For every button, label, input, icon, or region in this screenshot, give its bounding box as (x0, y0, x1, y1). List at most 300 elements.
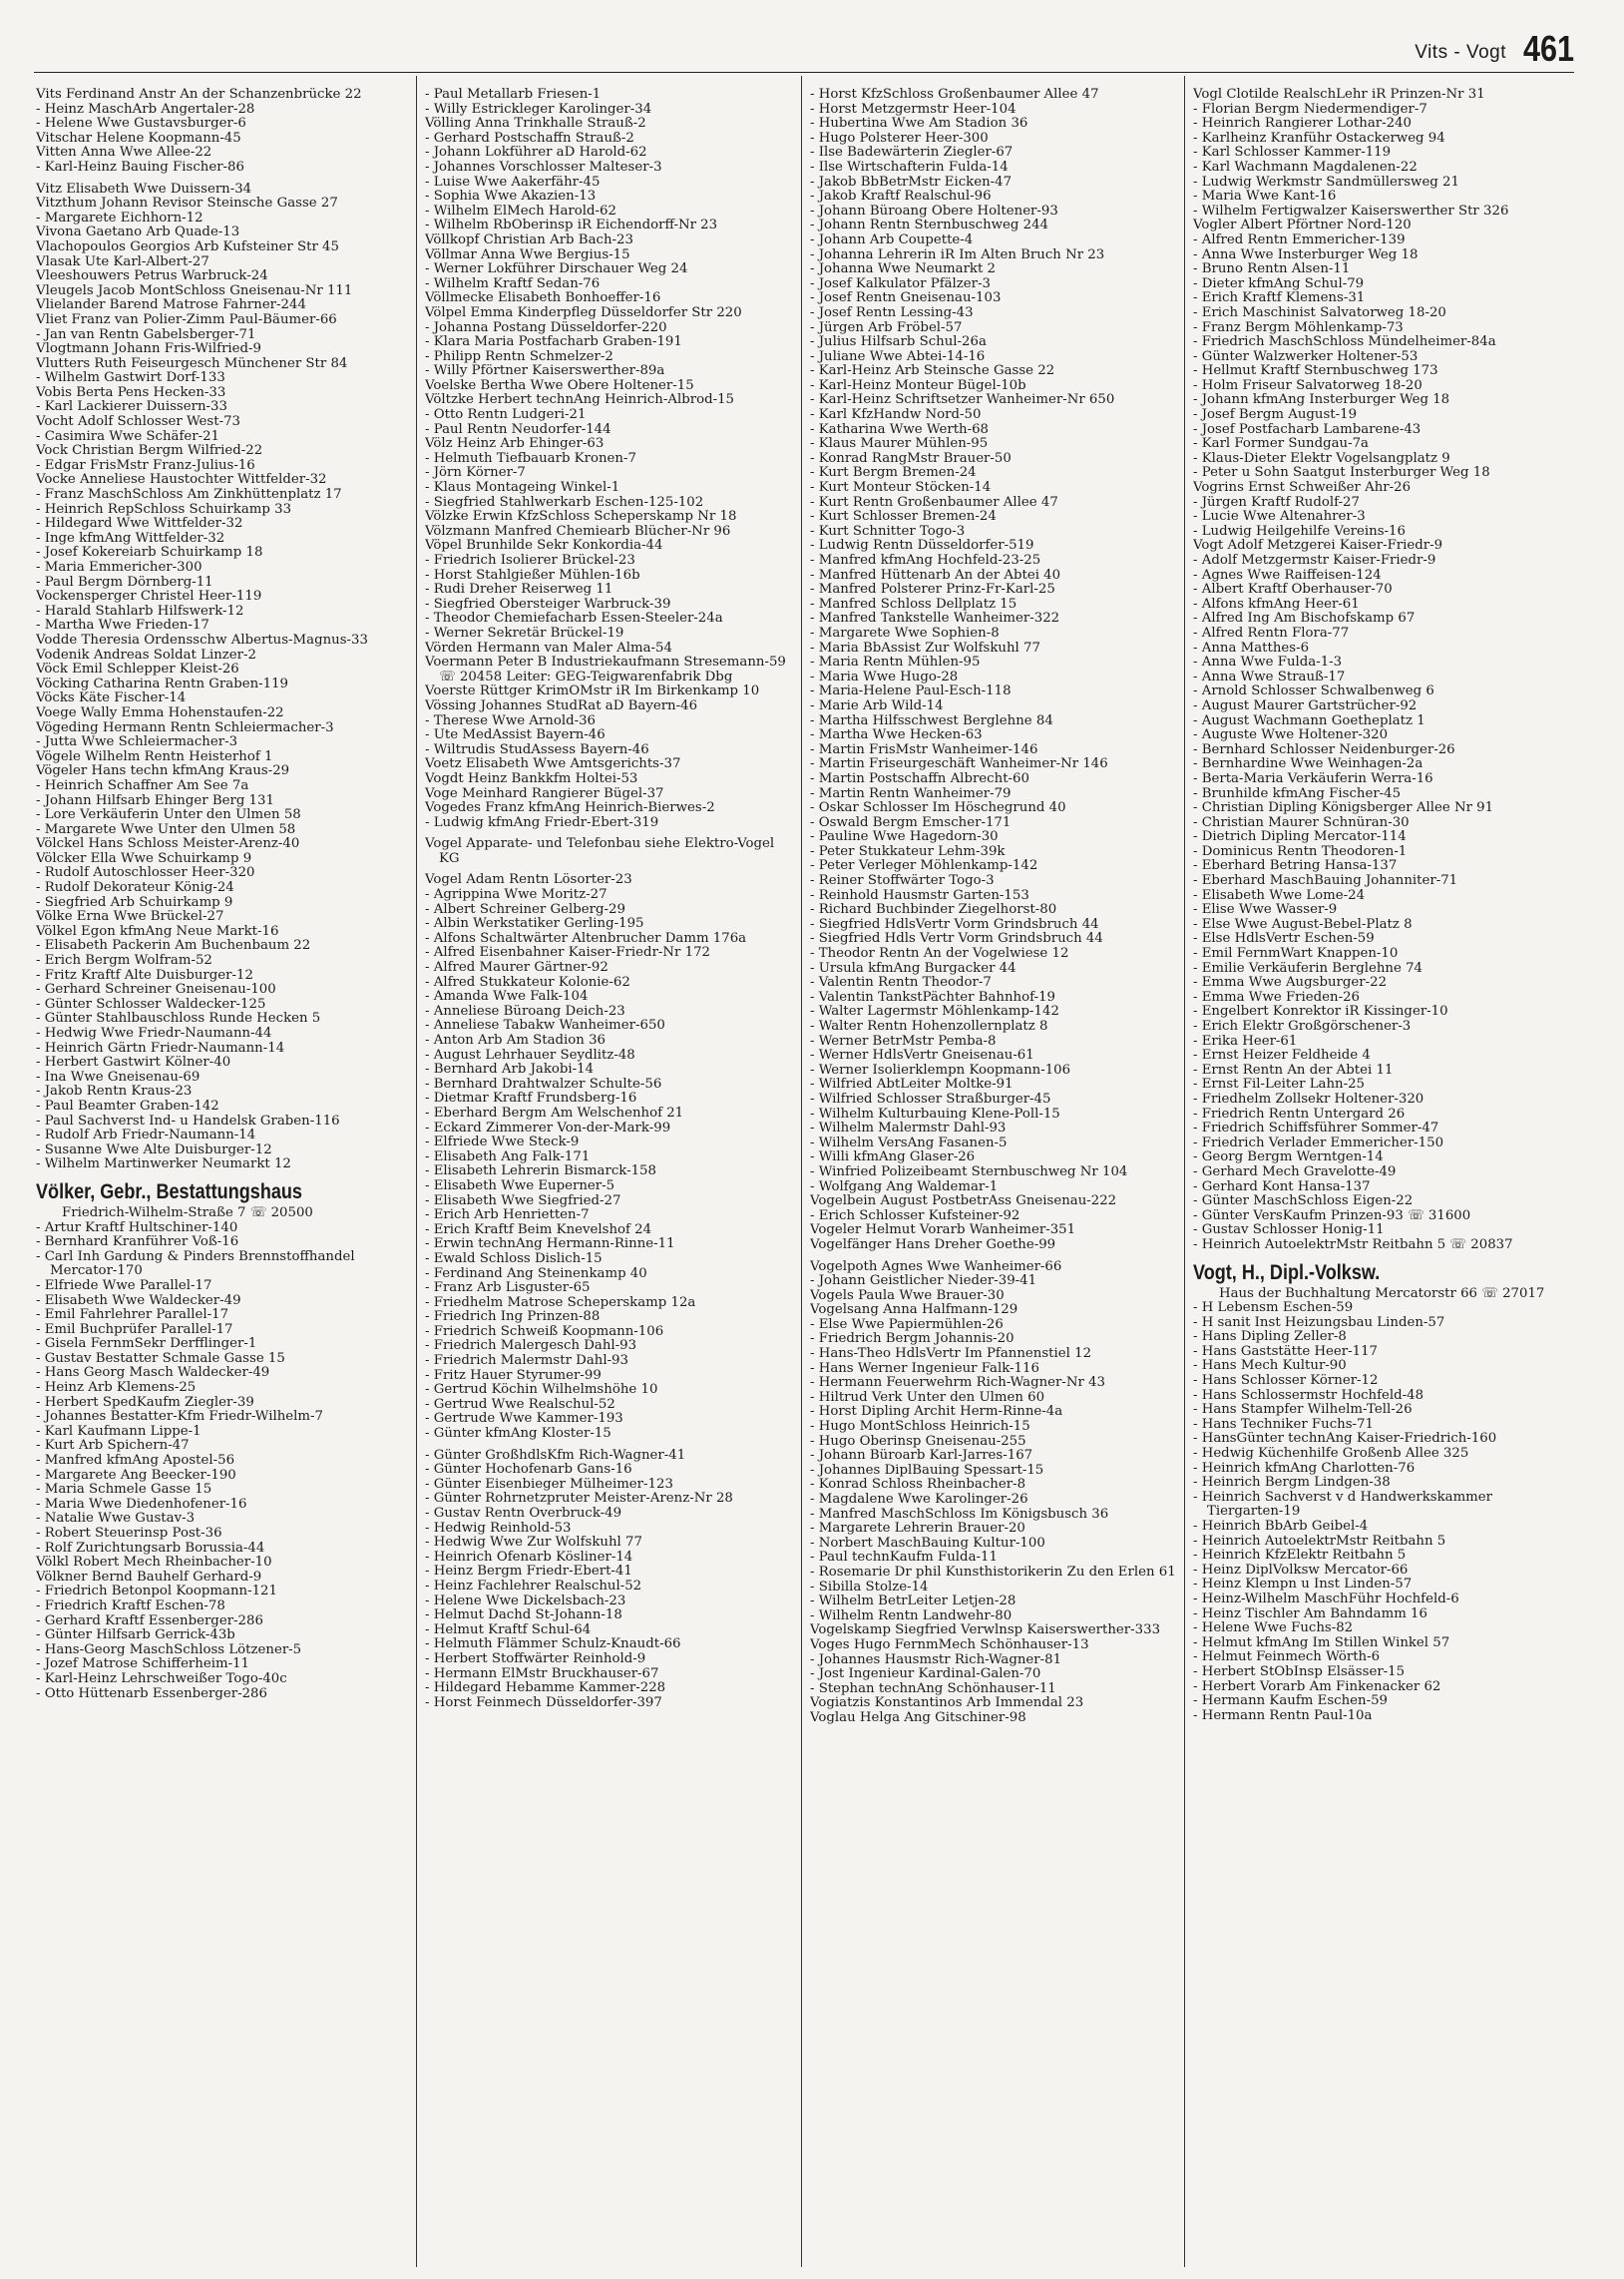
directory-entry: - Jakob BbBetrMstr Eicken-47 (810, 174, 1013, 190)
directory-entry: - Bernhard Kranführer Voß-16 (36, 1234, 239, 1250)
directory-entry: - Else HdlsVertr Eschen-59 (1193, 931, 1375, 947)
directory-entry: - Rolf Zurichtungsarb Borussia-44 (36, 1540, 265, 1556)
directory-entry: - Fritz Kraftf Alte Duisburger-12 (36, 967, 253, 983)
directory-entry: - Peter u Sohn Saatgut Insterburger Weg 18 (1193, 465, 1490, 481)
directory-entry: - Hans Schlosser Körner-12 (1193, 1373, 1379, 1389)
directory-entry: - Maria Schmele Gasse 15 (36, 1482, 212, 1498)
directory-entry: - Gerhard Schreiner Gneisenau-100 (36, 982, 276, 998)
directory-entry: - Elisabeth Wwe Waldecker-49 (36, 1292, 241, 1308)
directory-entry: - Florian Bergm Niedermendiger-7 (1193, 101, 1427, 117)
directory-entry: Vöck Emil Schlepper Kleist-26 (36, 662, 239, 678)
directory-entry: - Albert Schreiner Gelberg-29 (425, 901, 625, 917)
directory-entry: - Rosemarie Dr phil Kunsthistorikerin Zu den Erlen 61 (810, 1564, 1176, 1580)
directory-entry: - Martha Wwe Hecken-63 (810, 727, 983, 743)
directory-entry: - Eberhard Bergm Am Welschenhof 21 (425, 1105, 684, 1121)
directory-entry: - Jost Ingenieur Kardinal-Galen-70 (810, 1666, 1041, 1682)
directory-entry: - Heinrich KfzElektr Reitbahn 5 (1193, 1548, 1407, 1564)
directory-entry: - Hugo Polsterer Heer-300 (810, 130, 989, 146)
directory-entry: - Horst Dipling Archit Herm-Rinne-4a (810, 1404, 1063, 1420)
directory-entry: - Konrad Schloss Rheinbacher-8 (810, 1477, 1026, 1493)
directory-entry: - Peter Stukkateur Lehm-39k (810, 843, 1006, 859)
directory-entry: - Emil Buchprüfer Parallel-17 (36, 1321, 233, 1337)
directory-entry: - Günter GroßhdlsKfm Rich-Wagner-41 (425, 1447, 686, 1463)
directory-entry: - Günter Walzwerker Holtener-53 (1193, 348, 1419, 364)
directory-entry: - Eckard Zimmerer Von-der-Mark-99 (425, 1120, 671, 1136)
directory-entry: - Hans Gaststätte Heer-117 (1193, 1343, 1379, 1359)
directory-entry: - Adolf Metzgermstr Kaiser-Friedr-9 (1193, 553, 1436, 568)
directory-entry: - Ludwig kfmAng Friedr-Ebert-319 (425, 814, 659, 830)
directory-entry: Völzke Erwin KfzSchloss Scheperskamp Nr 18 (425, 509, 737, 525)
directory-entry: - Maria Rentn Mühlen-95 (810, 655, 981, 671)
directory-entry: - Siegfried Arb Schuirkamp 9 (36, 894, 233, 910)
directory-entry: Vogelskamp Siegfried Verwlnsp Kaiserswerther-333 (810, 1622, 1161, 1638)
directory-entry: - Emil FernmWart Knappen-10 (1193, 946, 1399, 962)
directory-entry: - Valentin Rentn Theodor-7 (810, 975, 992, 991)
directory-entry: - Karl Kaufmann Lippe-1 (36, 1423, 202, 1439)
directory-entry: - Friedrich Kraftf Eschen-78 (36, 1597, 225, 1613)
directory-entry: - Wiltrudis StudAssess Bayern-46 (425, 741, 649, 757)
directory-entry: Voetz Elisabeth Wwe Amtsgerichts-37 (425, 756, 681, 772)
directory-entry: - Anna Wwe Fulda-1-3 (1193, 655, 1343, 671)
directory-entry: Vodenik Andreas Soldat Linzer-2 (36, 647, 256, 663)
directory-entry: Vogels Paula Wwe Brauer-30 (810, 1287, 1005, 1303)
directory-entry: - Heinrich AutoelektrMstr Reitbahn 5 ☏ 20837 (1193, 1236, 1513, 1252)
directory-entry: - Katharina Wwe Werth-68 (810, 421, 990, 437)
directory-entry: - H sanit Inst Heizungsbau Linden-57 (1193, 1314, 1445, 1330)
directory-entry: - Elisabeth Wwe Siegfried-27 (425, 1192, 621, 1208)
directory-entry: - Erich Kraftf Klemens-31 (1193, 290, 1366, 306)
directory-entry: - Jan van Rentn Gabelsberger-71 (36, 326, 256, 342)
directory-entry: Voermann Peter B Industriekaufmann Stresemann-59 ☏ 20458 Leiter: GEG-Teigwarenfabrik Dbg (425, 655, 786, 684)
directory-entry: - Heinz-Wilhelm MaschFühr Hochfeld-6 (1193, 1591, 1459, 1606)
directory-entry: - Hiltrud Verk Unter den Ulmen 60 (810, 1389, 1045, 1405)
directory-entry: - Lucie Wwe Altenahrer-3 (1193, 509, 1366, 525)
directory-entry: - Wilhelm Martinwerker Neumarkt 12 (36, 1156, 291, 1172)
directory-entry: - Konrad RangMstr Brauer-50 (810, 450, 1012, 466)
directory-entry: - Philipp Rentn Schmelzer-2 (425, 348, 613, 364)
directory-entry: - Herbert Gastwirt Kölner-40 (36, 1055, 231, 1071)
directory-entry: - Franz Arb Lisguster-65 (425, 1280, 591, 1296)
directory-entry: Völkel Egon kfmAng Neue Markt-16 (36, 923, 279, 939)
directory-entry: - Harald Stahlarb Hilfswerk-12 (36, 603, 244, 619)
directory-entry: Voglau Helga Ang Gitschiner-98 (810, 1709, 1026, 1725)
directory-entry: - Alfred Maurer Gärtner-92 (425, 960, 609, 976)
directory-entry: - Werner Isolierklempn Koopmann-106 (810, 1062, 1071, 1078)
directory-entry: - Klara Maria Postfacharb Graben-191 (425, 334, 682, 350)
directory-entry: Vogdt Heinz Bankkfm Holtei-53 (425, 770, 638, 786)
directory-entry: - Elisabeth Packerin Am Buchenbaum 22 (36, 938, 311, 954)
directory-entry: Vodde Theresia Ordensschw Albertus-Magnus-33 (36, 632, 368, 648)
directory-entry: - Klaus Montageing Winkel-1 (425, 480, 620, 496)
directory-entry: - Amanda Wwe Falk-104 (425, 989, 589, 1005)
directory-entry: - Werner HdlsVertr Gneisenau-61 (810, 1048, 1034, 1064)
directory-entry: Voerste Rüttger KrimOMstr iR Im Birkenkamp 10 (425, 684, 760, 699)
directory-entry: - Josef Rentn Lessing-43 (810, 304, 974, 320)
directory-entry: - HansGünter technAng Kaiser-Friedrich-160 (1193, 1431, 1497, 1447)
directory-entry: - Ernst Rentn An der Abtei 11 (1193, 1062, 1394, 1078)
directory-entry: - Hermann Feuerwehrm Rich-Wagner-Nr 43 (810, 1375, 1106, 1391)
directory-entry: - Friedrich Verlader Emmericher-150 (1193, 1135, 1444, 1150)
directory-entry: - Kurt Rentn Großenbaumer Allee 47 (810, 494, 1058, 510)
directory-entry: - Bruno Rentn Alsen-11 (1193, 261, 1351, 277)
directory-entry: - Sibilla Stolze-14 (810, 1579, 929, 1595)
directory-entry: - Johanna Wwe Neumarkt 2 (810, 261, 997, 277)
directory-entry: - Günter Hilfsarb Gerrick-43b (36, 1627, 235, 1643)
directory-entry: - Josef Kokereiarb Schuirkamp 18 (36, 545, 263, 561)
directory-entry: - Friedrich Rentn Untergard 26 (1193, 1106, 1406, 1122)
directory-entry: - Paul Beamter Graben-142 (36, 1098, 219, 1114)
directory-entry: - Johann Geistlicher Nieder-39-41 (810, 1273, 1037, 1289)
directory-entry: - Wilhelm Kulturbauing Klene-Poll-15 (810, 1106, 1060, 1122)
directory-entry: - Helmut Dachd St-Johann-18 (425, 1607, 622, 1623)
directory-entry: - Fritz Hauer Styrumer-99 (425, 1367, 602, 1383)
directory-entry: - Rudi Dreher Reiserweg 11 (425, 582, 613, 598)
directory-entry: - Rudolf Arb Friedr-Naumann-14 (36, 1128, 256, 1143)
directory-entry: - Paul Sachverst Ind- u Handelsk Graben-116 (36, 1113, 340, 1129)
directory-entry: - Margarete Lehrerin Brauer-20 (810, 1521, 1025, 1537)
directory-entry: Völpel Emma Kinderpfleg Düsseldorfer Str 220 (425, 304, 742, 320)
directory-entry: - Ute MedAssist Bayern-46 (425, 727, 606, 743)
directory-entry: - Ursula kfmAng Burgacker 44 (810, 960, 1016, 976)
directory-entry: - Johannes Hausmstr Rich-Wagner-81 (810, 1651, 1062, 1667)
directory-entry: Vock Christian Bergm Wilfried-22 (36, 443, 263, 459)
directory-entry: - Margarete Ang Beecker-190 (36, 1467, 236, 1483)
directory-entry: Völlmecke Elisabeth Bonhoeffer-16 (425, 290, 661, 306)
directory-entry: - Karl-Heinz Lehrschweißer Togo-40c (36, 1670, 287, 1686)
directory-entry: - Heinrich Ofenarb Kösliner-14 (425, 1549, 633, 1565)
directory-entry: Vogedes Franz kfmAng Heinrich-Bierwes-2 (425, 800, 715, 816)
directory-entry: - Gerhard Kraftf Essenberger-286 (36, 1612, 263, 1628)
directory-entry: - Herbert StObInsp Elsässer-15 (1193, 1663, 1406, 1679)
directory-entry: - Ernst Fil-Leiter Lahn-25 (1193, 1077, 1366, 1093)
directory-entry: - Gustav Schlosser Honig-11 (1193, 1222, 1385, 1238)
directory-entry: - Magdalene Wwe Karolinger-26 (810, 1492, 1028, 1507)
directory-entry: - Emma Wwe Augsburger-22 (1193, 975, 1388, 991)
directory-entry: - Lore Verkäuferin Unter den Ulmen 58 (36, 807, 301, 823)
directory-entry: - Friedhelm Zollsekr Holtener-320 (1193, 1091, 1424, 1107)
directory-entry: Vleugels Jacob MontSchloss Gneisenau-Nr 111 (36, 282, 353, 298)
directory-entry: - Anna Wwe Insterburger Weg 18 (1193, 246, 1419, 262)
directory-entry: - Wilhelm Gastwirt Dorf-133 (36, 370, 225, 386)
directory-entry: - Karl KfzHandw Nord-50 (810, 407, 982, 423)
directory-entry: Vogiatzis Konstantinos Arb Immendal 23 (810, 1695, 1084, 1711)
directory-entry: - Siegfried Hdls Vertr Vorm Grindsbruch 44 (810, 931, 1103, 947)
directory-entry: - Theodor Chemiefacharb Essen-Steeler-24a (425, 611, 723, 627)
directory-entry: - Erich Arb Henrietten-7 (425, 1207, 590, 1223)
directory-entry: - Helmut Kraftf Schul-64 (425, 1621, 592, 1637)
directory-entry: - Friedhelm Matrose Scheperskamp 12a (425, 1294, 696, 1310)
directory-entry: - Jozef Matrose Schifferheim-11 (36, 1656, 249, 1672)
directory-entry: - Elisabeth Wwe Euperner-5 (425, 1177, 615, 1193)
directory-entry: - Jakob Rentn Kraus-23 (36, 1084, 193, 1100)
directory-entry: Vliet Franz van Polier-Zimm Paul-Bäumer-66 (36, 311, 337, 327)
directory-entry: - Agnes Wwe Raiffeisen-124 (1193, 567, 1382, 583)
directory-entry: - Hedwig Wwe Friedr-Naumann-44 (36, 1026, 272, 1041)
directory-entry: - Hildegard Wwe Wittfelder-32 (36, 516, 243, 532)
directory-entry: Völckel Hans Schloss Meister-Arenz-40 (36, 836, 300, 852)
directory-entry: - Manfred Hüttenarb An der Abtei 40 (810, 567, 1061, 583)
directory-entry: - Jakob Kraftf Realschul-96 (810, 189, 992, 205)
directory-entry: - Bernhard Arb Jakobi-14 (425, 1062, 595, 1078)
directory-entry: - Erich Schlosser Kufsteiner-92 (810, 1207, 1020, 1223)
directory-entry: - Ilse Badewärterin Ziegler-67 (810, 145, 1014, 161)
directory-entry: Vitz Elisabeth Wwe Duissern-34 (36, 181, 252, 197)
directory-entry: - Emilie Verkäuferin Berglehne 74 (1193, 960, 1423, 976)
directory-entry: - Maria Wwe Hugo-28 (810, 669, 959, 684)
directory-entry: - Kurt Bergm Bremen-24 (810, 465, 977, 481)
directory-entry: - Ludwig Werkmstr Sandmüllersweg 21 (1193, 174, 1459, 190)
directory-entry: - Maria Wwe Diedenhofener-16 (36, 1496, 247, 1512)
directory-entry: - Gertrud Wwe Realschul-52 (425, 1396, 615, 1412)
directory-entry: - Horst Stahlgießer Mühlen-16b (425, 567, 640, 583)
directory-entry: - Martin Rentn Wanheimer-79 (810, 785, 1012, 801)
directory-entry: - Heinz Fachlehrer Realschul-52 (425, 1578, 642, 1594)
directory-entry: - Heinz Bergm Friedr-Ebert-41 (425, 1564, 632, 1580)
directory-entry: - Heinrich Bergm Lindgen-38 (1193, 1475, 1391, 1491)
directory-entry: - Heinrich Gärtn Friedr-Naumann-14 (36, 1040, 285, 1056)
directory-entry: - Heinrich AutoelektrMstr Reitbahn 5 (1193, 1533, 1446, 1549)
directory-entry: - Elfriede Wwe Parallel-17 (36, 1277, 212, 1293)
directory-entry: - Heinz MaschArb Angertaler-28 (36, 101, 255, 117)
business-heading: Vogt, H., Dipl.-Volksw. (1193, 1260, 1381, 1284)
directory-entry: - Else Wwe August-Bebel-Platz 8 (1193, 916, 1413, 932)
directory-entry: Vitten Anna Wwe Allee-22 (36, 145, 212, 161)
directory-entry: - Johann Rentn Sternbuschweg 244 (810, 218, 1048, 233)
directory-entry: - Hans Mech Kultur-90 (1193, 1358, 1347, 1374)
directory-entry: - Horst Metzgermstr Heer-104 (810, 101, 1016, 117)
directory-entry: - Erich Elektr Großgörschener-3 (1193, 1019, 1412, 1034)
directory-entry: - Jutta Wwe Schleiermacher-3 (36, 734, 238, 750)
directory-entry: - Maria BbAssist Zur Wolfskuhl 77 (810, 640, 1040, 656)
directory-entry: - Heinrich Schaffner Am See 7a (36, 777, 249, 793)
directory-entry: - Ludwig Rentn Düsseldorfer-519 (810, 538, 1034, 554)
directory-entry: - Heinz DiplVolksw Mercator-66 (1193, 1562, 1409, 1578)
directory-entry: - Heinrich kfmAng Charlotten-76 (1193, 1460, 1416, 1476)
directory-entry: - Brunhilde kfmAng Fischer-45 (1193, 785, 1402, 801)
directory-entry: - Elisabeth Ang Falk-171 (425, 1148, 591, 1164)
directory-entry: - Peter Verleger Möhlenkamp-142 (810, 858, 1038, 874)
directory-entry: - August Lehrhauer Seydlitz-48 (425, 1047, 635, 1063)
directory-entry: Vockensperger Christel Heer-119 (36, 589, 262, 605)
directory-entry: Völz Heinz Arb Ehinger-63 (425, 436, 605, 452)
directory-entry: - Oswald Bergm Emscher-171 (810, 814, 1012, 830)
column-1 (36, 88, 405, 2263)
directory-entry: - Martha Wwe Frieden-17 (36, 618, 209, 634)
directory-entry: - Alfons kfmAng Heer-61 (1193, 596, 1360, 612)
running-head: Vits - Vogt (1415, 42, 1506, 63)
directory-entry: Vobis Berta Pens Hecken-33 (36, 384, 226, 400)
directory-entry: - Anneliese Büroang Deich-23 (425, 1003, 625, 1019)
directory-entry: - Helmuth Tiefbauarb Kronen-7 (425, 450, 636, 466)
directory-entry: - Edgar FrisMstr Franz-Julius-16 (36, 457, 255, 473)
directory-entry: - Margarete Eichhorn-12 (36, 210, 203, 226)
directory-entry: - Willi kfmAng Glaser-26 (810, 1149, 976, 1165)
directory-entry: - Helmut Feinmech Wörth-6 (1193, 1649, 1381, 1665)
directory-entry: - Hugo Oberinsp Gneisenau-255 (810, 1433, 1026, 1449)
directory-entry: - Casimira Wwe Schäfer-21 (36, 428, 220, 444)
directory-entry: - Gerhard Kont Hansa-137 (1193, 1178, 1371, 1194)
directory-entry: Vögele Wilhelm Rentn Heisterhof 1 (36, 748, 273, 764)
directory-entry: Vogelbein August PostbetrAss Gneisenau-222 (810, 1193, 1117, 1209)
directory-entry: - Friedrich Betonpol Koopmann-121 (36, 1584, 277, 1599)
directory-entry: Voelske Bertha Wwe Obere Holtener-15 (425, 377, 694, 393)
directory-entry: - Günter Rohrnetzpruter Meister-Arenz-Nr 28 (425, 1491, 733, 1507)
directory-entry: Vlachopoulos Georgios Arb Kufsteiner Str 45 (36, 238, 339, 254)
directory-entry: Völkner Bernd Bauhelf Gerhard-9 (36, 1569, 262, 1585)
directory-entry: - Manfred Tankstelle Wanheimer-322 (810, 611, 1060, 627)
directory-entry: - Heinz Klempn u Inst Linden-57 (1193, 1577, 1413, 1593)
directory-entry: - Rudolf Autoschlosser Heer-320 (36, 865, 255, 881)
directory-entry: Vogel Apparate- und Telefonbau siehe Elektro-Vogel KG (425, 836, 775, 866)
directory-entry: - Karl-Heinz Monteur Bügel-10b (810, 377, 1026, 393)
directory-entry: - Alfred Rentn Flora-77 (1193, 625, 1350, 641)
directory-entry: - Karl Former Sundgau-7a (1193, 436, 1369, 452)
directory-entry: - Karlheinz Kranführ Ostackerweg 94 (1193, 130, 1445, 146)
directory-entry: - Gertrude Wwe Kammer-193 (425, 1411, 623, 1427)
directory-entry: - Hans-Theo HdlsVertr Im Pfannenstiel 12 (810, 1346, 1092, 1362)
directory-entry: - Jürgen Kraftf Rudolf-27 (1193, 494, 1360, 510)
directory-entry: - Robert Steuerinsp Post-36 (36, 1526, 222, 1541)
directory-entry: - Anneliese Tabakw Wanheimer-650 (425, 1018, 665, 1034)
directory-entry: - Günter kfmAng Kloster-15 (425, 1426, 611, 1442)
directory-entry: - Dieter kfmAng Schul-79 (1193, 275, 1365, 291)
directory-entry: - Johann Lokführer aD Harold-62 (425, 145, 647, 161)
directory-entry: - Eberhard MaschBauing Johanniter-71 (1193, 873, 1458, 889)
directory-entry: - Emma Wwe Frieden-26 (1193, 989, 1361, 1005)
directory-entry: - Valentin TankstPächter Bahnhof-19 (810, 989, 1055, 1005)
page-header (34, 28, 1574, 70)
directory-entry: - Bernhardine Wwe Weinhagen-2a (1193, 756, 1423, 772)
directory-entry: - Margarete Wwe Sophien-8 (810, 625, 1000, 641)
directory-entry: Vocke Anneliese Haustochter Wittfelder-32 (36, 472, 327, 488)
directory-entry: - Alfred Eisenbahner Kaiser-Friedr-Nr 172 (425, 945, 711, 961)
directory-entry: - Wilhelm Fertigwalzer Kaiserswerther Str 326 (1193, 203, 1509, 219)
directory-entry: - Winfried Polizeibeamt Sternbuschweg Nr 104 (810, 1163, 1128, 1179)
directory-entry: - Alfons Schaltwärter Altenbrucher Damm 176a (425, 930, 747, 946)
directory-entry: - Inge kfmAng Wittfelder-32 (36, 530, 225, 546)
directory-entry: - Heinrich Sachverst v d Handwerkskammer Tiergarten-19 (1193, 1489, 1493, 1520)
directory-entry: - Günter MaschSchloss Eigen-22 (1193, 1193, 1414, 1209)
directory-entry: - Pauline Wwe Hagedorn-30 (810, 829, 999, 845)
directory-entry: - Heinz Tischler Am Bahndamm 16 (1193, 1605, 1427, 1621)
directory-entry: - Herbert SpedKaufm Ziegler-39 (36, 1394, 254, 1410)
directory-entry: Voege Wally Emma Hohenstaufen-22 (36, 704, 284, 720)
directory-entry: - Heinrich RepSchloss Schuirkamp 33 (36, 501, 292, 517)
directory-entry: - Johann Büroang Obere Holtener-93 (810, 203, 1058, 219)
directory-entry: - Karl Schlosser Kammer-119 (1193, 145, 1392, 161)
directory-entry: - Walter Lagermstr Möhlenkamp-142 (810, 1004, 1059, 1020)
directory-entry: - Martin Friseurgeschäft Wanheimer-Nr 146 (810, 756, 1108, 772)
directory-entry: - Hermann Rentn Paul-10a (1193, 1707, 1373, 1723)
directory-entry: - Günter Hochofenarb Gans-16 (425, 1462, 632, 1478)
directory-entry: - Wilhelm RbOberinsp iR Eichendorff-Nr 23 (425, 218, 718, 233)
directory-entry: - Walter Rentn Hohenzollernplatz 8 (810, 1019, 1048, 1034)
directory-entry: - Norbert MaschBauing Kultur-100 (810, 1535, 1045, 1551)
directory-entry: - Johann Hilfsarb Ehinger Berg 131 (36, 792, 274, 808)
directory-entry: - Friedrich Ing Prinzen-88 (425, 1309, 601, 1325)
directory-entry: - Jörn Körner-7 (425, 465, 526, 481)
directory-entry: Vlogtmann Johann Fris-Wilfried-9 (36, 341, 262, 357)
directory-entry: - August Wachmann Goetheplatz 1 (1193, 712, 1425, 728)
directory-entry: - Elisabeth Lehrerin Bismarck-158 (425, 1163, 656, 1179)
directory-entry: - Erich Kraftf Beim Knevelshof 24 (425, 1221, 652, 1237)
directory-entry: - Bernhard Schlosser Neidenburger-26 (1193, 741, 1455, 757)
directory-entry: - Maria Wwe Kant-16 (1193, 189, 1337, 205)
directory-entry: - Natalie Wwe Gustav-3 (36, 1511, 196, 1527)
directory-entry: - Helene Wwe Gustavsburger-6 (36, 116, 246, 132)
directory-entry: Vleeshouwers Petrus Warbruck-24 (36, 268, 268, 284)
directory-entry: - Anna Wwe Strauß-17 (1193, 669, 1346, 684)
directory-entry: - Wolfgang Ang Waldemar-1 (810, 1178, 999, 1194)
page-number: 461 (1522, 28, 1574, 69)
directory-entry: - Elisabeth Wwe Lome-24 (1193, 887, 1366, 903)
directory-entry: - Wilfried Schlosser Straßburger-45 (810, 1091, 1051, 1107)
directory-entry: - Reiner Stoffwärter Togo-3 (810, 873, 995, 889)
directory-entry: - Wilfried AbtLeiter Moltke-91 (810, 1077, 1014, 1093)
directory-entry: Völtzke Herbert technAng Heinrich-Albrod-15 (425, 392, 735, 408)
directory-entry: Vlielander Barend Matrose Fahrner-244 (36, 297, 306, 313)
directory-entry: Vöpel Brunhilde Sekr Konkordia-44 (425, 538, 663, 554)
directory-entry: - Auguste Wwe Holtener-320 (1193, 727, 1389, 743)
directory-entry: - Berta-Maria Verkäuferin Werra-16 (1193, 770, 1433, 786)
directory-entry: Vogel Adam Rentn Lösorter-23 (425, 872, 632, 888)
directory-entry: - Carl Inh Gardung & Pinders Brennstoffhandel Mercator-170 (36, 1248, 355, 1279)
directory-entry: - Franz MaschSchloss Am Zinkhüttenplatz 17 (36, 487, 342, 503)
directory-entry: - Erwin technAng Hermann-Rinne-11 (425, 1236, 675, 1252)
directory-entry: Vogelfänger Hans Dreher Goethe-99 (810, 1236, 1056, 1252)
directory-entry: - Josef Kalkulator Pfälzer-3 (810, 275, 991, 291)
directory-entry: - Willy Pförtner Kaiserswerther-89a (425, 363, 665, 379)
directory-entry: - Helmuth Flämmer Schulz-Knaudt-66 (425, 1636, 681, 1652)
directory-entry: Voges Hugo FernmMech Schönhauser-13 (810, 1636, 1089, 1652)
directory-entry: - Friedrich Isolierer Brückel-23 (425, 553, 635, 568)
directory-entry: Vlasak Ute Karl-Albert-27 (36, 253, 209, 269)
directory-entry: - Erika Heer-61 (1193, 1033, 1298, 1049)
directory-entry: - Paul Bergm Dörnberg-11 (36, 574, 213, 590)
directory-entry: - Heinz Arb Klemens-25 (36, 1380, 197, 1396)
directory-entry: - Maria Emmericher-300 (36, 560, 203, 575)
directory-entry: - Klaus-Dieter Elektr Vogelsangplatz 9 (1193, 450, 1450, 466)
directory-entry: - Ina Wwe Gneisenau-69 (36, 1069, 201, 1085)
directory-entry: - Hermann Kaufm Eschen-59 (1193, 1693, 1388, 1709)
directory-entry: - Kurt Schnitter Togo-3 (810, 523, 966, 539)
directory-entry: Völling Anna Trinkhalle Strauß-2 (425, 116, 646, 132)
directory-entry: - Wilhelm VersAng Fasanen-5 (810, 1135, 1008, 1150)
directory-entry: - Manfred kfmAng Hochfeld-23-25 (810, 553, 1041, 568)
directory-entry: - Heinrich BbArb Geibel-4 (1193, 1519, 1369, 1534)
directory-entry: - Wilhelm Malermstr Dahl-93 (810, 1121, 1007, 1137)
directory-entry: - Theodor Rentn An der Vogelwiese 12 (810, 946, 1069, 962)
directory-entry: - Johannes Bestatter-Kfm Friedr-Wilhelm-7 (36, 1409, 323, 1425)
directory-entry: - Karl Lackierer Duissern-33 (36, 399, 227, 415)
directory-entry: - Karl Wachmann Magdalenen-22 (1193, 159, 1418, 175)
directory-entry: - Erich Maschinist Salvatorweg 18-20 (1193, 304, 1446, 320)
directory-entry: - Margarete Wwe Unter den Ulmen 58 (36, 821, 296, 837)
directory-entry: Vöcks Käte Fischer-14 (36, 690, 187, 706)
directory-entry: Haus der Buchhaltung Mercatorstr 66 ☏ 27017 (1219, 1285, 1545, 1301)
directory-entry: - Kurt Arb Spichern-47 (36, 1438, 190, 1454)
directory-entry: - Susanne Wwe Alte Duisburger-12 (36, 1141, 272, 1157)
directory-entry: - Karl-Heinz Arb Steinsche Gasse 22 (810, 363, 1055, 379)
directory-entry: - Johann kfmAng Insterburger Weg 18 (1193, 392, 1450, 408)
directory-entry: - Artur Kraftf Hultschiner-140 (36, 1219, 238, 1235)
directory-entry: - Elfriede Wwe Steck-9 (425, 1135, 580, 1150)
directory-entry: - Johannes DiplBauing Spessart-15 (810, 1462, 1044, 1478)
directory-entry: - Hans-Georg MaschSchloss Lötzener-5 (36, 1641, 302, 1657)
directory-entry: - Hans Techniker Fuchs-71 (1193, 1416, 1374, 1432)
directory-entry: - Manfred Polsterer Prinz-Fr-Karl-25 (810, 582, 1055, 598)
directory-entry: Vogt Adolf Metzgerei Kaiser-Friedr-9 (1193, 538, 1443, 554)
